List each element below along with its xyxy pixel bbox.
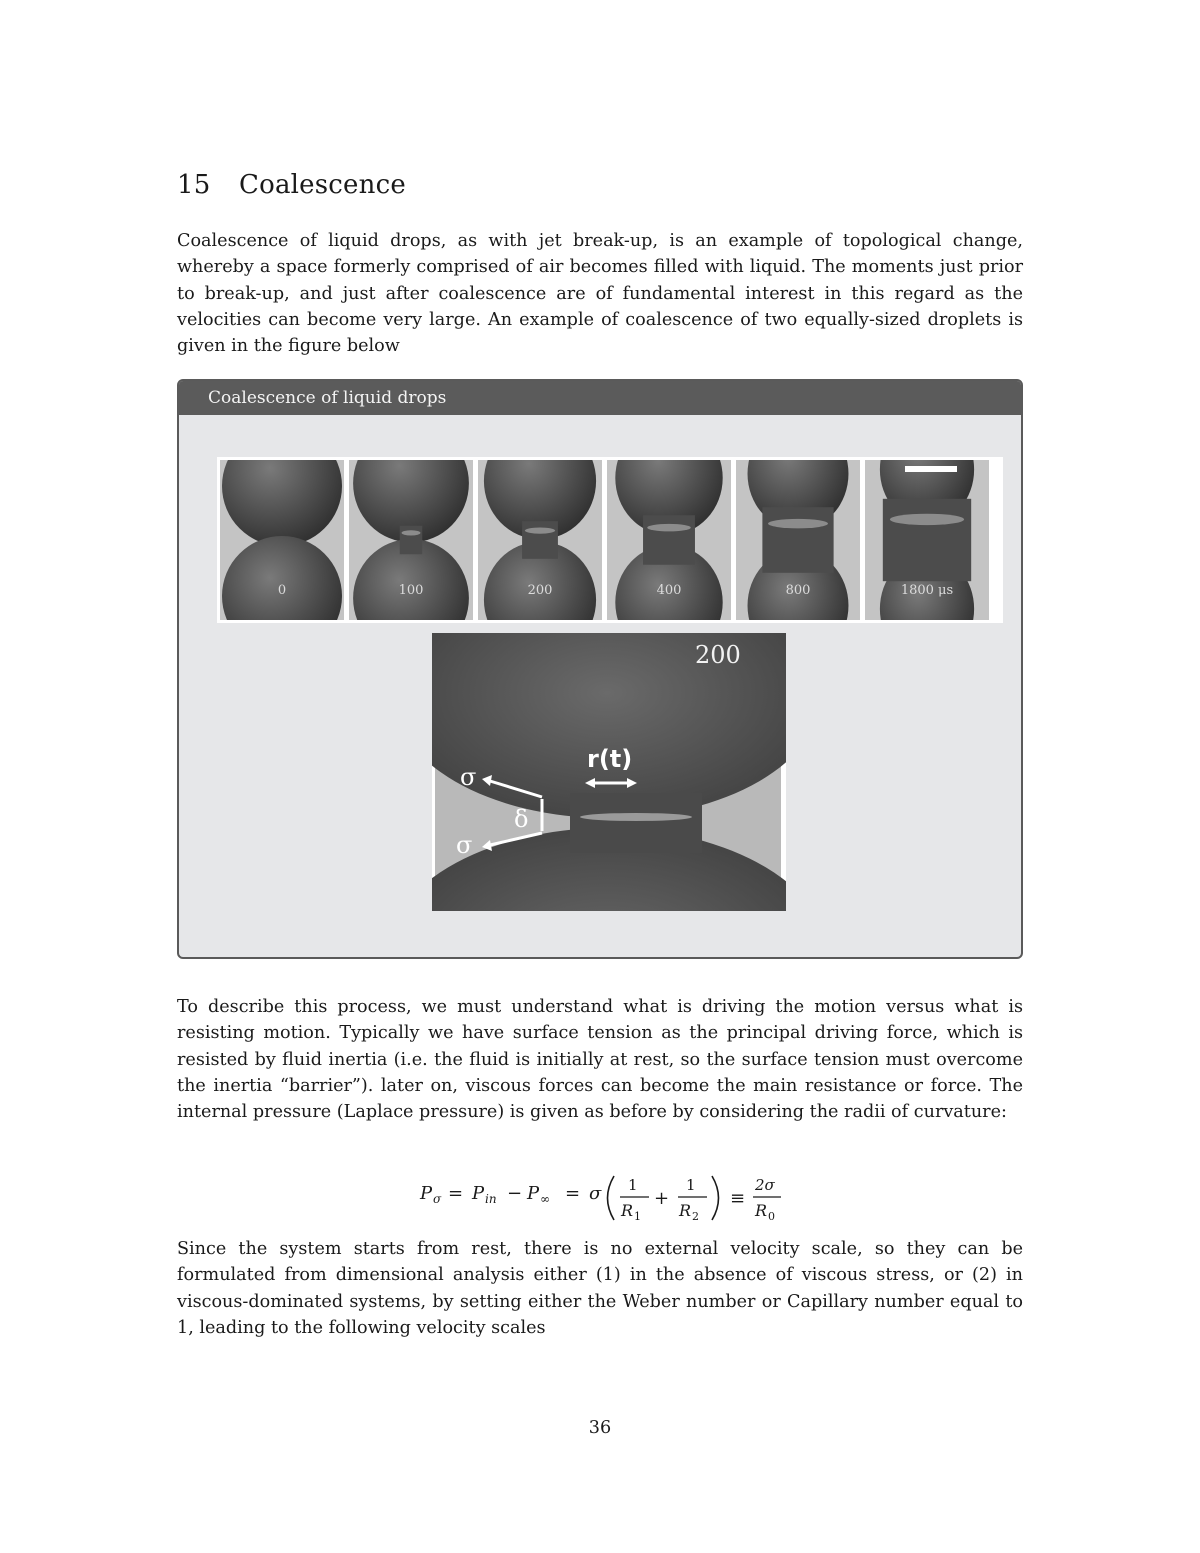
section-title: Coalescence (239, 170, 406, 200)
eq-equals-1: = (448, 1183, 464, 1204)
sigma-label-bottom: σ (456, 831, 473, 859)
neck-highlight (890, 514, 964, 525)
eq-numerator-1: 1 (628, 1176, 638, 1194)
neck-closeup (432, 633, 786, 911)
eq-paren-left (608, 1176, 615, 1220)
eq-r1-sub: 1 (634, 1210, 641, 1223)
neck-highlight (402, 530, 421, 535)
liquid-neck (522, 521, 558, 559)
eq-numerator-2: 1 (686, 1176, 696, 1194)
frame-time-label: 1800 μs (900, 583, 954, 598)
eq-r2-sub: 2 (692, 1210, 699, 1223)
scale-bar (905, 466, 957, 472)
velocity-scales-paragraph: Since the system starts from rest, there is no external velocity scale, so they can be formulated from dimensional analysis either (1) in the absence of viscous stress, or (2) in viscous-dominated systems, by setting either the Weber number or Capillary number equal to 1, leading to the following velocity scales (177, 1239, 1023, 1338)
sequence-frame (220, 460, 344, 620)
eq-sigma: σ (589, 1183, 602, 1204)
driving-force-paragraph: To describe this process, we must understand what is driving the motion versus what is resisting motion. Typically we have surface tension as the principal driving force, which is resisted by fluid inertia (i.e. the fluid is initially at rest, so the surface tension must overcome the inertia “barrier”). later on, viscous forces can become the main resistance or force. The internal pressure (Laplace pressure) is given as before by considering the radii of curvature: (177, 997, 1023, 1123)
eq-two-sigma: 2σ (755, 1176, 775, 1194)
sequence-frame (736, 460, 860, 620)
eq-p-in: P (472, 1183, 485, 1204)
frame-time-label: 800 (785, 583, 811, 598)
gap-label: δ (514, 805, 529, 833)
eq-equals-2: = (565, 1183, 581, 1204)
zoom-time-label: 200 (695, 641, 741, 669)
neck-highlight (768, 519, 828, 528)
sequence-frame (607, 460, 731, 620)
figure-title: Coalescence of liquid drops (179, 381, 1021, 415)
coalescence-sequence (217, 457, 1003, 623)
eq-r0: R (755, 1201, 768, 1220)
eq-p-inf: P (527, 1183, 540, 1204)
liquid-neck (400, 526, 423, 555)
eq-p-inf-sub: ∞ (540, 1192, 550, 1206)
page-number: 36 (588, 1418, 612, 1438)
liquid-neck (643, 515, 695, 565)
neck-closeup-image (432, 633, 786, 911)
sequence-frame (349, 460, 473, 620)
liquid-neck (762, 507, 833, 573)
eq-r0-sub: 0 (768, 1210, 775, 1223)
eq-r2: R (679, 1201, 692, 1220)
section-heading (177, 170, 406, 200)
laplace-pressure-equation (0, 1170, 1200, 1226)
eq-equiv: ≡ (730, 1188, 746, 1209)
frame-time-label: 0 (277, 583, 287, 598)
neck-highlight (647, 524, 691, 532)
eq-p-sigma-sub: σ (433, 1192, 442, 1206)
liquid-neck (883, 499, 971, 581)
eq-plus: + (654, 1188, 670, 1209)
sigma-label-top: σ (460, 763, 477, 791)
sequence-frame (865, 460, 989, 620)
eq-r1: R (621, 1201, 634, 1220)
intro-paragraph: Coalescence of liquid drops, as with jet break-up, is an example of topological change, whereby a space formerly comprised of air becomes filled with liquid. The moments just prior to break-up, and just after coalescence are of fundamental interest in this regard as the velocities can become very large. An example of coalescence of two equally-sized droplets is given in the figure below (177, 231, 1023, 357)
eq-p-in-sub: in (485, 1192, 497, 1206)
frame-time-label: 400 (656, 583, 682, 598)
eq-p-sigma: P (420, 1183, 433, 1204)
radius-label: r(t) (587, 745, 633, 773)
frame-time-label: 100 (398, 583, 424, 598)
neck-highlight (525, 527, 555, 533)
sequence-frame (478, 460, 602, 620)
section-number: 15 (177, 170, 211, 200)
eq-minus: − (507, 1183, 523, 1204)
eq-paren-right (712, 1176, 719, 1220)
frame-time-label: 200 (527, 583, 553, 598)
figure-box (177, 379, 1023, 959)
